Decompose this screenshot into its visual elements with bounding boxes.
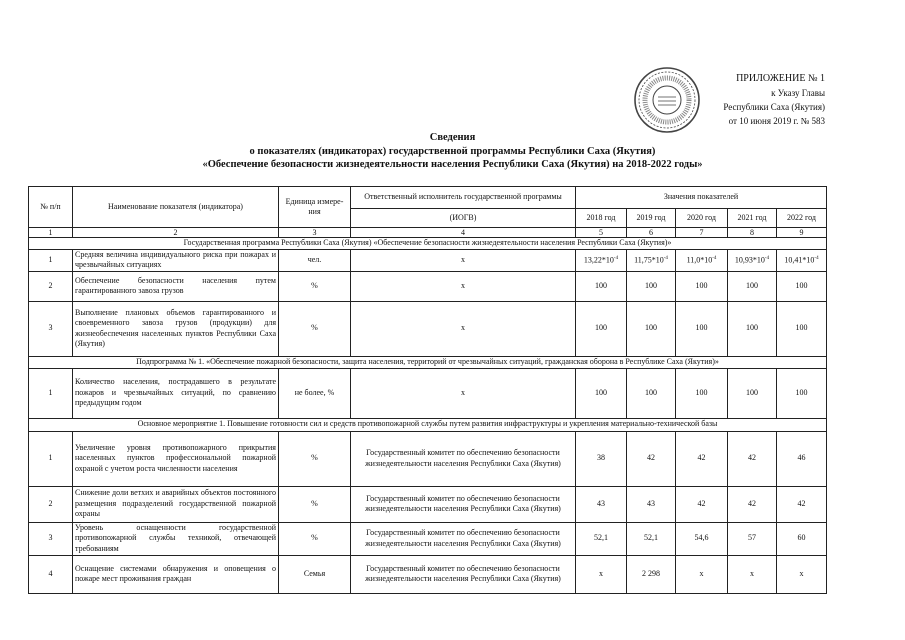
value-cell	[576, 431, 627, 486]
value-cell	[676, 368, 728, 418]
appendix-block	[685, 72, 825, 128]
table-row	[29, 555, 827, 593]
indicators-table	[28, 186, 827, 594]
value-base: 52,1	[644, 533, 658, 543]
section-row	[29, 418, 827, 431]
value-base: 57	[748, 533, 756, 543]
row-number: 1	[29, 431, 73, 486]
indicator-name: Уровень оснащенности государственной противопожарной службы техникой, отвечающей требованиям	[73, 522, 279, 555]
row-number: 1	[29, 368, 73, 418]
value-base: 100	[695, 280, 708, 290]
header-year: 2022 год	[777, 209, 827, 228]
value-base: 38	[597, 453, 605, 463]
value-exponent: -4	[764, 255, 770, 261]
executor-cell: Государственный комитет по обеспечению безопасности жизнедеятельности населения Республики Саха (Якутия)	[351, 522, 576, 555]
unit-cell: Семья	[279, 555, 351, 593]
value-base: 100	[595, 323, 607, 333]
value-base: 43	[647, 498, 655, 508]
heading-line-1: Сведения	[429, 132, 476, 143]
value-cell	[777, 522, 827, 555]
value-cell	[576, 271, 627, 301]
value-base: 43	[597, 498, 605, 508]
section-row	[29, 238, 827, 250]
header-year: 2018 год	[576, 209, 627, 228]
indicator-name: Снижение доли ветхих и аварийных объектов постоянного размещения подразделений государственной пожарной охраны	[73, 486, 279, 522]
value-base: 54,6	[694, 533, 709, 543]
executor-cell: x	[351, 301, 576, 356]
value-base: 100	[645, 387, 657, 397]
row-number: 2	[29, 271, 73, 301]
header-values: Значения показателей	[576, 187, 827, 209]
executor-cell: Государственный комитет по обеспечению безопасности жизнедеятельности населения Республики Саха (Якутия)	[351, 431, 576, 486]
value-base: x	[750, 568, 754, 578]
value-base: 100	[695, 323, 708, 333]
col-number: 2	[73, 228, 279, 238]
value-cell	[627, 431, 676, 486]
value-cell	[676, 555, 728, 593]
section-title: Подпрограмма № 1. «Обеспечение пожарной безопасности, защита населения, территорий от чрезвычайных ситуаций, гражданская оборона в Республике Саха (Якутия)»	[29, 356, 827, 368]
row-number: 3	[29, 522, 73, 555]
value-base: 42	[697, 453, 706, 463]
row-number: 3	[29, 301, 73, 356]
value-cell	[728, 368, 777, 418]
value-base: 10,93*10	[734, 255, 765, 265]
table-row	[29, 249, 827, 271]
value-cell	[777, 249, 827, 271]
value-base: 100	[795, 387, 808, 397]
value-cell	[676, 522, 728, 555]
value-cell	[676, 271, 728, 301]
executor-cell: Государственный комитет по обеспечению безопасности жизнедеятельности населения Республики Саха (Якутия)	[351, 486, 576, 522]
value-base: 46	[797, 453, 806, 463]
table-row	[29, 271, 827, 301]
value-cell	[728, 431, 777, 486]
value-base: x	[699, 568, 704, 578]
appendix-line-1: к Указу Главы	[771, 88, 825, 98]
row-number: 2	[29, 486, 73, 522]
col-number: 1	[29, 228, 73, 238]
col-number: 4	[351, 228, 576, 238]
value-cell	[627, 555, 676, 593]
value-cell	[777, 368, 827, 418]
appendix-line-3: от 10 июня 2019 г. № 583	[728, 116, 825, 126]
header-executor: Ответственный исполнитель государственной программы	[351, 187, 576, 209]
value-cell	[728, 555, 777, 593]
value-base: 42	[647, 453, 655, 463]
value-cell	[627, 301, 676, 356]
value-base: 42	[797, 498, 806, 508]
value-cell	[627, 522, 676, 555]
value-cell	[728, 249, 777, 271]
unit-cell: %	[279, 301, 351, 356]
executor-cell: x	[351, 368, 576, 418]
value-base: 42	[748, 498, 756, 508]
executor-cell: x	[351, 271, 576, 301]
value-cell	[576, 555, 627, 593]
value-base: 60	[797, 533, 806, 543]
value-cell	[576, 249, 627, 271]
value-base: 100	[746, 280, 758, 290]
value-cell	[576, 486, 627, 522]
value-cell	[728, 522, 777, 555]
value-cell	[627, 271, 676, 301]
value-cell	[728, 301, 777, 356]
value-base: 2 298	[642, 568, 660, 578]
table-row	[29, 486, 827, 522]
value-cell	[728, 486, 777, 522]
row-number: 4	[29, 555, 73, 593]
col-number: 3	[279, 228, 351, 238]
header-unit: Единица измере-ния	[279, 187, 351, 228]
value-cell	[676, 301, 728, 356]
indicator-name: Оснащение системами обнаружения и оповещения о пожаре мест проживания граждан	[73, 555, 279, 593]
value-cell	[728, 271, 777, 301]
table-row	[29, 431, 827, 486]
value-base: 100	[595, 280, 607, 290]
value-exponent: -4	[613, 255, 619, 261]
value-cell	[777, 271, 827, 301]
value-base: 100	[746, 387, 758, 397]
value-cell	[676, 486, 728, 522]
table-row	[29, 368, 827, 418]
col-number: 7	[676, 228, 728, 238]
unit-cell: %	[279, 522, 351, 555]
header-year: 2020 год	[676, 209, 728, 228]
value-cell	[627, 249, 676, 271]
value-cell	[576, 522, 627, 555]
unit-cell: %	[279, 486, 351, 522]
executor-cell: Государственный комитет по обеспечению безопасности жизнедеятельности населения Республики Саха (Якутия)	[351, 555, 576, 593]
indicator-name: Количество населения, пострадавшего в результате пожаров и чрезвычайных ситуаций, по сравнению предыдущим годом	[73, 368, 279, 418]
indicator-name: Обеспечение безопасности населения путем гарантированного завоза грузов	[73, 271, 279, 301]
value-cell	[676, 249, 728, 271]
section-title: Государственная программа Республики Саха (Якутия) «Обеспечение безопасности жизнедеятельности населения Республики Саха (Якутия)»	[29, 238, 827, 250]
header-name: Наименование показателя (индикатора)	[73, 187, 279, 228]
value-base: 100	[645, 323, 657, 333]
header-year: 2019 год	[627, 209, 676, 228]
value-cell	[627, 368, 676, 418]
value-base: 11,75*10	[634, 255, 664, 265]
value-base: x	[799, 568, 804, 578]
value-cell	[676, 431, 728, 486]
table-row	[29, 301, 827, 356]
col-number: 6	[627, 228, 676, 238]
heading-line-3: «Обеспечение безопасности жизнедеятельности населения Республики Саха (Якутия) на 2018-2022 годы»	[202, 159, 703, 170]
section-row	[29, 356, 827, 368]
value-base: x	[599, 568, 603, 578]
value-exponent: -4	[712, 255, 717, 261]
appendix-title: ПРИЛОЖЕНИЕ № 1	[736, 73, 825, 84]
value-base: 100	[695, 387, 708, 397]
unit-cell: чел.	[279, 249, 351, 271]
value-cell	[576, 368, 627, 418]
value-base: 52,1	[594, 533, 608, 543]
value-base: 10,41*10	[784, 255, 815, 265]
value-exponent: -4	[814, 255, 819, 261]
appendix-line-2: Республики Саха (Якутия)	[723, 102, 825, 112]
header-year: 2021 год	[728, 209, 777, 228]
value-cell	[576, 301, 627, 356]
value-cell	[777, 486, 827, 522]
col-number: 9	[777, 228, 827, 238]
value-base: 100	[795, 280, 808, 290]
table-row	[29, 522, 827, 555]
value-cell	[777, 555, 827, 593]
value-base: 13,22*10	[583, 255, 614, 265]
value-cell	[777, 301, 827, 356]
value-base: 100	[645, 280, 657, 290]
unit-cell: %	[279, 271, 351, 301]
col-number: 8	[728, 228, 777, 238]
column-numbers-row	[29, 228, 827, 238]
indicator-name: Выполнение плановых объемов гарантированного и своевременного завоза грузов (продукции) для жизнеобеспечения населенных пунктов Республики Саха (Якутия)	[73, 301, 279, 356]
value-base: 100	[795, 323, 808, 333]
value-base: 100	[746, 323, 758, 333]
value-exponent: -4	[663, 255, 668, 261]
unit-cell: не более, %	[279, 368, 351, 418]
indicator-name: Средняя величина индивидуального риска при пожарах и чрезвычайных ситуациях	[73, 249, 279, 271]
value-cell	[777, 431, 827, 486]
unit-cell: %	[279, 431, 351, 486]
header-executor-sub: (ИОГВ)	[351, 209, 576, 228]
value-base: 42	[697, 498, 706, 508]
value-base: 42	[748, 453, 756, 463]
row-number: 1	[29, 249, 73, 271]
heading-line-2: о показателях (индикаторах) государственной программы Республики Саха (Якутия)	[249, 145, 656, 157]
document-heading	[0, 131, 905, 172]
header-num: № п/п	[29, 187, 73, 228]
value-base: 100	[595, 387, 607, 397]
section-title: Основное мероприятие 1. Повышение готовности сил и средств противопожарной службы путем развития инфраструктуры и укрепления материально-технической базы	[29, 418, 827, 431]
indicator-name: Увеличение уровня противопожарного прикрытия населенных пунктов профессиональной пожарной охраной с учетом роста численности населения	[73, 431, 279, 486]
executor-cell: x	[351, 249, 576, 271]
col-number: 5	[576, 228, 627, 238]
value-cell	[627, 486, 676, 522]
value-base: 11,0*10	[686, 255, 713, 265]
